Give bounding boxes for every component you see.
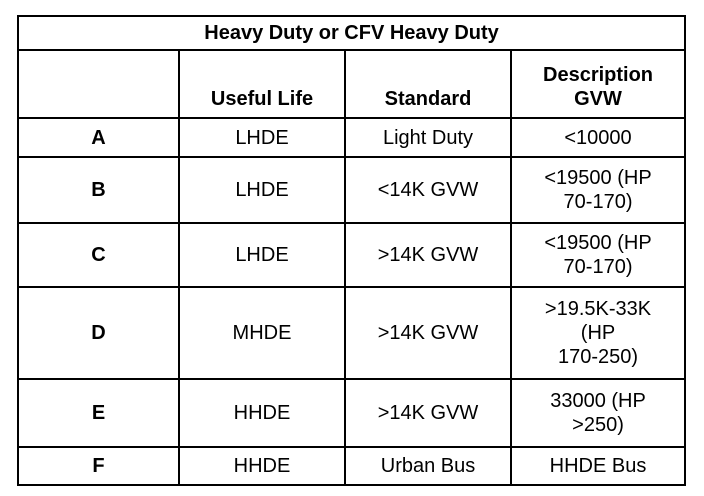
table-header-row bbox=[18, 50, 685, 118]
cell-standard: <14K GVW bbox=[345, 157, 511, 223]
cell-description: <19500 (HP 70-170) bbox=[511, 157, 685, 223]
vehicle-class-table-container bbox=[17, 15, 684, 477]
cell-description: >19.5K-33K (HP 170-250) bbox=[511, 287, 685, 379]
vehicle-class-table bbox=[17, 15, 686, 486]
table-title: Heavy Duty or CFV Heavy Duty bbox=[18, 16, 685, 50]
table-row bbox=[18, 379, 685, 447]
cell-useful-life: HHDE bbox=[179, 379, 345, 447]
cell-description: <19500 (HP 70-170) bbox=[511, 223, 685, 287]
cell-standard: >14K GVW bbox=[345, 287, 511, 379]
header-useful-life: Useful Life bbox=[179, 50, 345, 118]
header-blank bbox=[18, 50, 179, 118]
header-description-gvw: Description GVW bbox=[511, 50, 685, 118]
row-label: F bbox=[18, 447, 179, 485]
row-label: A bbox=[18, 118, 179, 157]
cell-description: HHDE Bus bbox=[511, 447, 685, 485]
cell-useful-life: MHDE bbox=[179, 287, 345, 379]
cell-standard: >14K GVW bbox=[345, 379, 511, 447]
table-row bbox=[18, 118, 685, 157]
row-label: E bbox=[18, 379, 179, 447]
row-label: D bbox=[18, 287, 179, 379]
table-row bbox=[18, 157, 685, 223]
row-label: C bbox=[18, 223, 179, 287]
cell-useful-life: LHDE bbox=[179, 223, 345, 287]
cell-description: <10000 bbox=[511, 118, 685, 157]
table-row bbox=[18, 447, 685, 485]
header-standard: Standard bbox=[345, 50, 511, 118]
table-row bbox=[18, 287, 685, 379]
cell-description: 33000 (HP >250) bbox=[511, 379, 685, 447]
table-row bbox=[18, 223, 685, 287]
cell-useful-life: LHDE bbox=[179, 157, 345, 223]
cell-standard: >14K GVW bbox=[345, 223, 511, 287]
cell-standard: Urban Bus bbox=[345, 447, 511, 485]
row-label: B bbox=[18, 157, 179, 223]
cell-useful-life: LHDE bbox=[179, 118, 345, 157]
table-title-row bbox=[18, 16, 685, 50]
cell-useful-life: HHDE bbox=[179, 447, 345, 485]
cell-standard: Light Duty bbox=[345, 118, 511, 157]
